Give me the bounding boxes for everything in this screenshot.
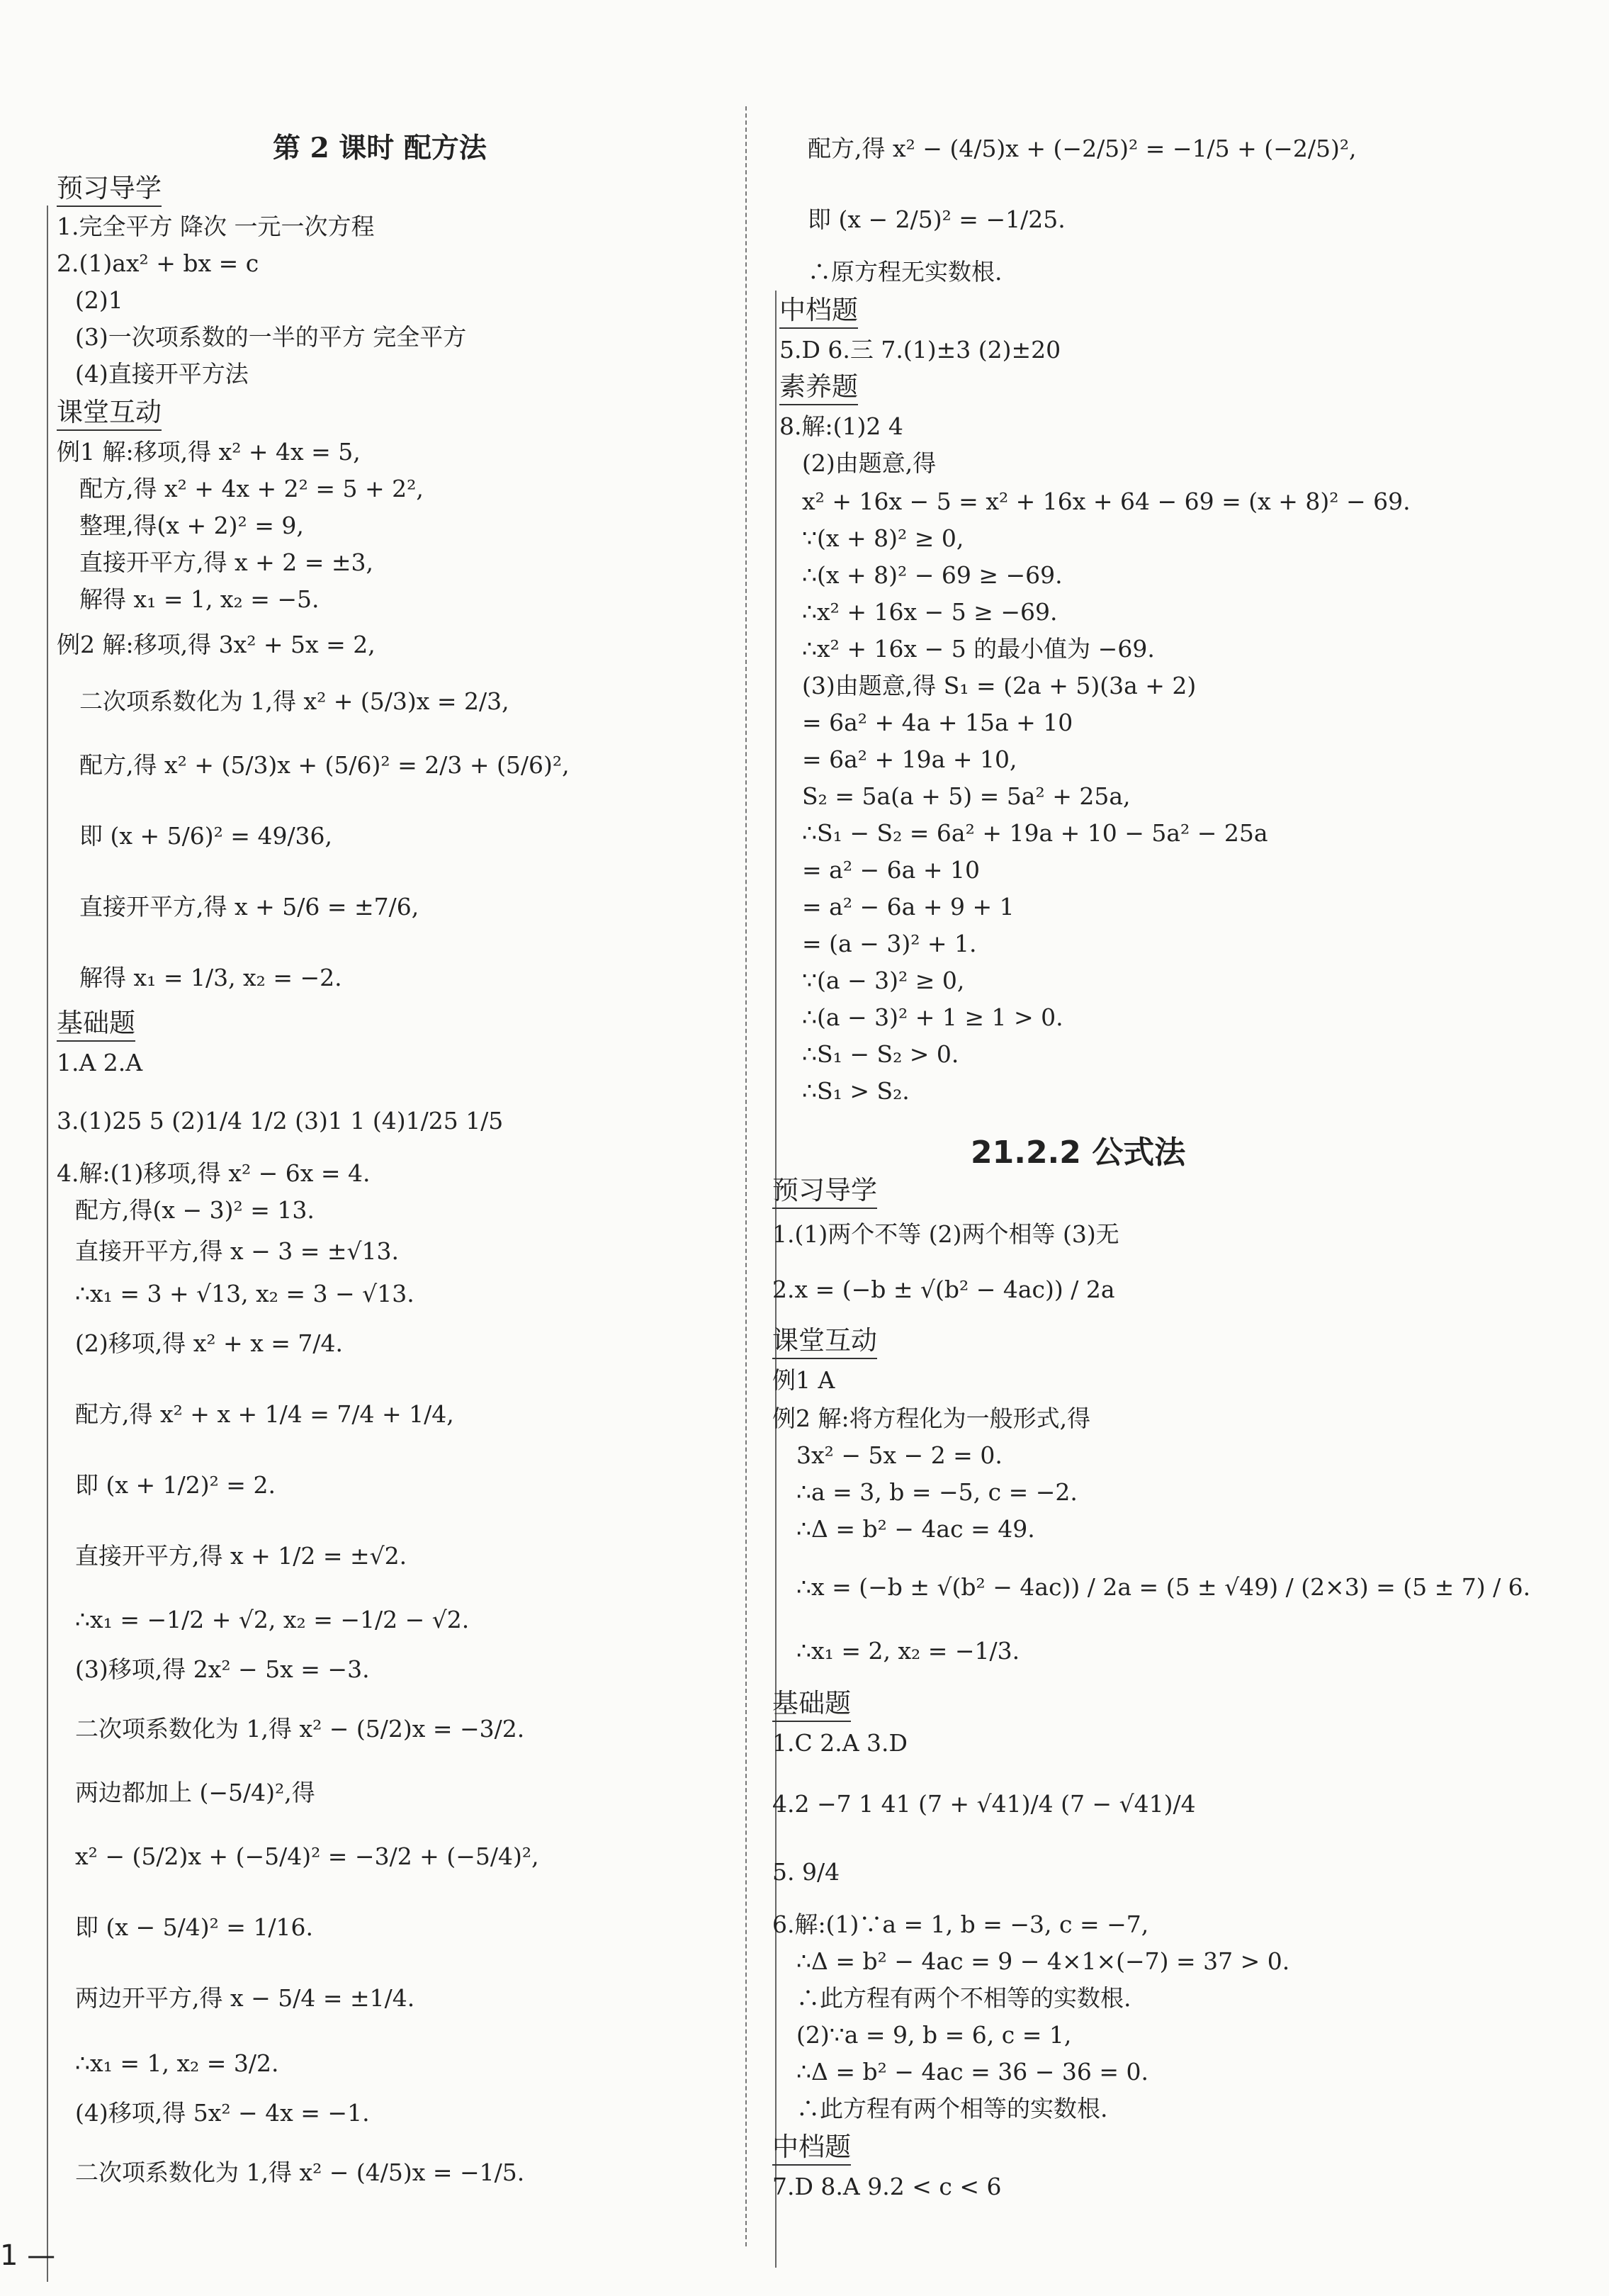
answer-line: 例2 解:移项,得 3x² + 5x = 2, bbox=[57, 631, 376, 658]
answer-line: 二次项系数化为 1,得 x² + (5/3)x = 2/3, bbox=[79, 687, 509, 715]
answer-line: ∴x = (−b ± √(b² − 4ac)) / 2a = (5 ± √49) / (2×3) = (5 ± 7) / 6. bbox=[796, 1573, 1531, 1601]
answer-line: 直接开平方,得 x + 2 = ±3, bbox=[79, 548, 373, 576]
answer-line: = (a − 3)² + 1. bbox=[802, 930, 977, 957]
answer-line: 7.D 8.A 9.2 < c < 6 bbox=[772, 2173, 1002, 2200]
column-divider bbox=[745, 106, 747, 2246]
answer-line: 3x² − 5x − 2 = 0. bbox=[796, 1441, 1003, 1469]
answer-line: (3)由题意,得 S₁ = (2a + 5)(3a + 2) bbox=[802, 672, 1197, 699]
answer-line: ∵(a − 3)² ≥ 0, bbox=[802, 967, 965, 994]
answer-line: (4)移项,得 5x² − 4x = −1. bbox=[75, 2099, 370, 2127]
answer-line: ∴x² + 16x − 5 ≥ −69. bbox=[802, 598, 1058, 626]
answer-line: 直接开平方,得 x + 5/6 = ±7/6, bbox=[79, 893, 419, 921]
answer-line: 例1 解:移项,得 x² + 4x = 5, bbox=[57, 438, 361, 466]
section-title-formula-method: 21.2.2 公式法 bbox=[971, 1135, 1186, 1171]
answer-line: 解得 x₁ = 1/3, x₂ = −2. bbox=[79, 964, 342, 991]
answer-line: = a² − 6a + 9 + 1 bbox=[802, 893, 1015, 921]
answer-line: 二次项系数化为 1,得 x² − (5/2)x = −3/2. bbox=[75, 1715, 525, 1743]
answer-line: 2.(1)ax² + bx = c bbox=[57, 249, 259, 277]
answer-line: 整理,得(x + 2)² = 9, bbox=[79, 512, 304, 539]
answer-line: x² + 16x − 5 = x² + 16x + 64 − 69 = (x + 8)² − 69. bbox=[802, 488, 1411, 515]
section-heading-classroom: 课堂互动 bbox=[57, 398, 162, 431]
page-number: 1 — bbox=[0, 2239, 56, 2272]
answer-line: 8.解:(1)2 4 bbox=[779, 412, 903, 440]
answer-line: 直接开平方,得 x + 1/2 = ±√2. bbox=[75, 1542, 407, 1570]
answer-line: 1.(1)两个不等 (2)两个相等 (3)无 bbox=[772, 1220, 1119, 1248]
answer-line: ∴(x + 8)² − 69 ≥ −69. bbox=[802, 561, 1063, 589]
answer-line: 即 (x − 5/4)² = 1/16. bbox=[75, 1913, 314, 1941]
answer-line: ∴x₁ = 1, x₂ = 3/2. bbox=[75, 2049, 279, 2077]
answer-line: 4.解:(1)移项,得 x² − 6x = 4. bbox=[57, 1159, 371, 1187]
section-heading-medium-2: 中档题 bbox=[772, 2133, 851, 2166]
answer-line: ∴x₁ = −1/2 + √2, x₂ = −1/2 − √2. bbox=[75, 1606, 470, 1633]
answer-line: ∴x₁ = 3 + √13, x₂ = 3 − √13. bbox=[75, 1280, 414, 1307]
answer-line: 两边开平方,得 x − 5/4 = ±1/4. bbox=[75, 1984, 415, 2012]
answer-line: = a² − 6a + 10 bbox=[802, 856, 980, 884]
answer-line: 1.完全平方 降次 一元一次方程 bbox=[57, 213, 375, 240]
answer-line: ∴Δ = b² − 4ac = 36 − 36 = 0. bbox=[796, 2058, 1148, 2086]
answer-line: 配方,得 x² − (4/5)x + (−2/5)² = −1/5 + (−2/5)², bbox=[808, 135, 1357, 162]
answer-line: ∴原方程无实数根. bbox=[808, 258, 1003, 286]
answer-line: ∴此方程有两个不相等的实数根. bbox=[796, 1984, 1131, 2012]
lesson-title: 第 2 课时 配方法 bbox=[273, 132, 487, 164]
answer-line: ∴a = 3, b = −5, c = −2. bbox=[796, 1478, 1078, 1506]
answer-line: 5.D 6.三 7.(1)±3 (2)±20 bbox=[779, 336, 1061, 364]
answer-line: ∴x² + 16x − 5 的最小值为 −69. bbox=[802, 635, 1155, 663]
answer-line: 例1 A bbox=[772, 1366, 835, 1394]
section-heading-medium: 中档题 bbox=[779, 296, 858, 329]
answer-line: ∴Δ = b² − 4ac = 9 − 4×1×(−7) = 37 > 0. bbox=[796, 1947, 1290, 1975]
answer-line: 即 (x + 1/2)² = 2. bbox=[75, 1471, 276, 1499]
section-heading-preview: 预习导学 bbox=[57, 174, 162, 207]
answer-line: 即 (x − 2/5)² = −1/25. bbox=[808, 206, 1066, 233]
answer-line: (2)∵a = 9, b = 6, c = 1, bbox=[796, 2021, 1072, 2049]
answer-line: 配方,得 x² + x + 1/4 = 7/4 + 1/4, bbox=[75, 1400, 454, 1428]
answer-line: ∴S₁ − S₂ > 0. bbox=[802, 1040, 959, 1068]
answer-line: 配方,得(x − 3)² = 13. bbox=[75, 1196, 315, 1224]
answer-line: 即 (x + 5/6)² = 49/36, bbox=[79, 822, 333, 850]
answer-line: 4.2 −7 1 41 (7 + √41)/4 (7 − √41)/4 bbox=[772, 1790, 1196, 1818]
answer-line: 配方,得 x² + (5/3)x + (5/6)² = 2/3 + (5/6)², bbox=[79, 751, 570, 779]
section-heading-classroom-2: 课堂互动 bbox=[772, 1327, 877, 1359]
answer-line: (2)1 bbox=[75, 286, 123, 314]
answer-line: (4)直接开平方法 bbox=[75, 360, 249, 388]
answer-line: 1.C 2.A 3.D bbox=[772, 1729, 908, 1757]
answer-line: 配方,得 x² + 4x + 2² = 5 + 2², bbox=[79, 475, 424, 502]
section-heading-basic: 基础题 bbox=[57, 1009, 135, 1042]
answer-line: (3)移项,得 2x² − 5x = −3. bbox=[75, 1655, 370, 1683]
answer-line: 6.解:(1)∵a = 1, b = −3, c = −7, bbox=[772, 1910, 1149, 1938]
answer-line: 3.(1)25 5 (2)1/4 1/2 (3)1 1 (4)1/25 1/5 bbox=[57, 1107, 504, 1135]
answer-line: ∴S₁ − S₂ = 6a² + 19a + 10 − 5a² − 25a bbox=[802, 819, 1268, 847]
answer-line: = 6a² + 19a + 10, bbox=[802, 745, 1017, 773]
answer-line: x² − (5/2)x + (−5/4)² = −3/2 + (−5/4)², bbox=[75, 1842, 539, 1870]
answer-line: ∴Δ = b² − 4ac = 49. bbox=[796, 1515, 1035, 1543]
answer-line: ∴x₁ = 2, x₂ = −1/3. bbox=[796, 1637, 1020, 1665]
answer-line: = 6a² + 4a + 15a + 10 bbox=[802, 709, 1073, 736]
answer-line: ∵(x + 8)² ≥ 0, bbox=[802, 524, 964, 552]
answer-line: (2)移项,得 x² + x = 7/4. bbox=[75, 1329, 344, 1357]
answer-line: (3)一次项系数的一半的平方 完全平方 bbox=[75, 323, 467, 351]
section-heading-basic-2: 基础题 bbox=[772, 1689, 851, 1722]
answer-line: 二次项系数化为 1,得 x² − (4/5)x = −1/5. bbox=[75, 2159, 525, 2186]
answer-line: 例2 解:将方程化为一般形式,得 bbox=[772, 1405, 1091, 1432]
section-heading-literacy: 素养题 bbox=[779, 373, 858, 405]
answer-line: (2)由题意,得 bbox=[802, 449, 937, 477]
answer-line: S₂ = 5a(a + 5) = 5a² + 25a, bbox=[802, 782, 1131, 810]
answer-line: ∴(a − 3)² + 1 ≥ 1 > 0. bbox=[802, 1003, 1063, 1031]
answer-line: 2.x = (−b ± √(b² − 4ac)) / 2a bbox=[772, 1276, 1115, 1303]
answer-line: ∴此方程有两个相等的实数根. bbox=[796, 2095, 1108, 2122]
section-heading-preview-2: 预习导学 bbox=[772, 1176, 877, 1209]
answer-line: 5. 9/4 bbox=[772, 1858, 840, 1886]
answer-line: 直接开平方,得 x − 3 = ±√13. bbox=[75, 1237, 400, 1265]
answer-line: 解得 x₁ = 1, x₂ = −5. bbox=[79, 585, 320, 613]
answer-line: ∴S₁ > S₂. bbox=[802, 1077, 910, 1105]
answer-line: 1.A 2.A bbox=[57, 1049, 143, 1076]
answer-line: 两边都加上 (−5/4)²,得 bbox=[75, 1779, 315, 1806]
left-margin-rule bbox=[47, 206, 48, 2282]
